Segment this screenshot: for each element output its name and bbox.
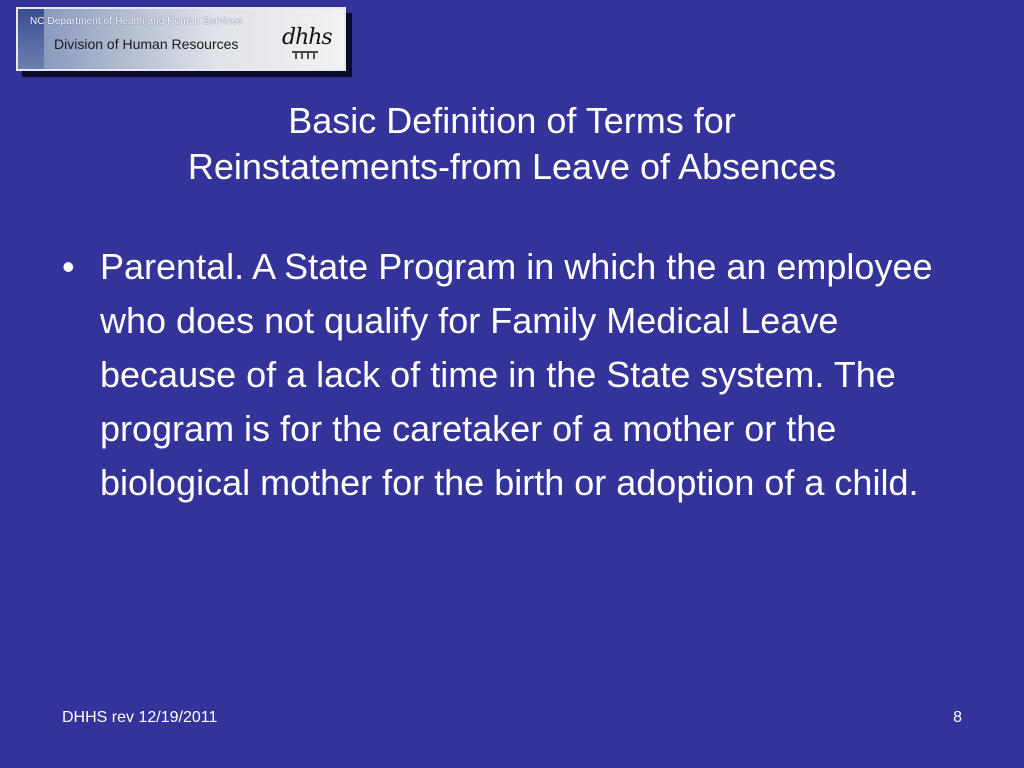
slide-title	[60, 98, 964, 190]
logo-mark-text: dhhs	[282, 25, 332, 50]
list-item-text: Parental. A State Program in which the an employee who does not qualify for Family Medical Leave because of a lack of time in the State system. The program is for the caretaker of a mother or the biological mother for the birth or adoption of a child.	[100, 246, 933, 503]
title-line-2: Reinstatements-from Leave of Absences	[187, 146, 837, 187]
bullet-icon: •	[62, 246, 75, 287]
bullet-list	[62, 240, 972, 510]
logo-figures-icon	[282, 21, 334, 61]
logo-division-text: Division of Human Resources	[54, 36, 239, 52]
footer-revision: DHHS rev 12/19/2011	[62, 709, 218, 726]
dhhs-logo-banner	[16, 7, 346, 71]
page-number: 8	[953, 709, 962, 726]
logo-department-text: NC Department of Health and Human Services	[30, 16, 243, 27]
list-item	[62, 240, 972, 510]
dhhs-logo-icon	[282, 21, 334, 61]
title-line-1: Basic Definition of Terms for	[288, 100, 736, 141]
